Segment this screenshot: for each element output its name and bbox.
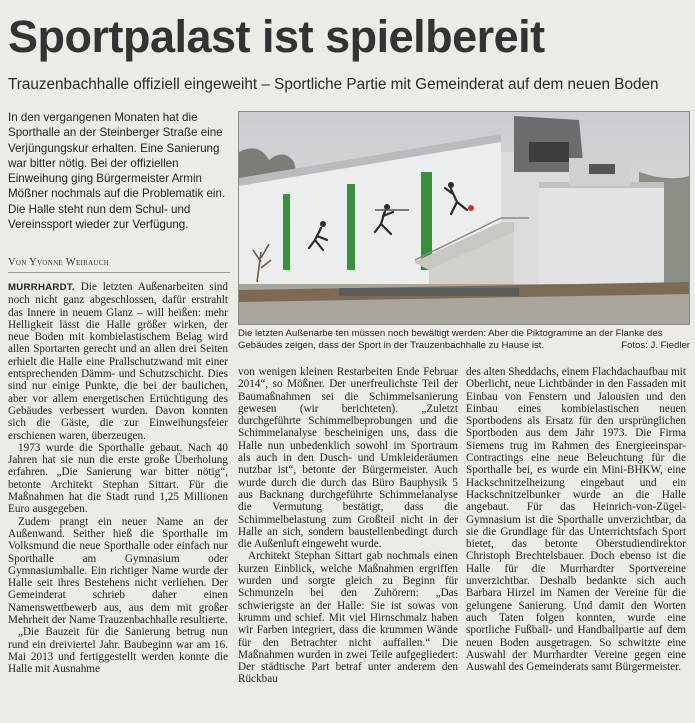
article-column-1 [8,281,228,676]
dateline: MURRHARDT. [8,282,75,293]
headline: Sportpalast ist spielbereit [8,11,545,62]
caption-text: Die letzten Außenarbe ten müssen noch bewältigt werden: Aber die Piktogramme an der Flanke des Gebäudes zeigen, dass der Sport in der Trauzenbachhalle zu Hause ist. [238,328,663,351]
body-paragraph: Architekt Stephan Sittart gab nochmals einen kurzen Einblick, welche Maßnahmen ergriffen wurden und sorgte gleich zu Beginn für Schmunzeln bei den Zuhörern: „Das schwierigste an der Halle: Sie ist sowas von krumm und schief. Mit viel Hirnschmalz haben wir Farben integriert, dass die krummen Wände für den Betrachter nicht auffallen.“ Die Maßnahmen wurden in zwei Teile aufgegliedert: Der städtische Part betraf unter anderem den Rückbau [238,550,458,686]
article-photo [238,111,690,325]
body-paragraph: „Die Bauzeit für die Sanierung betrug nun rund ein dreiviertel Jahr. Baubeginn war am 16. Mai 2013 und fertiggestellt werden konnte die Halle mit Ausnahme [8,626,228,676]
article-column-3 [466,366,686,673]
byline: Von Yvonne Weirauch [8,257,230,273]
article-column-2 [238,366,458,686]
photo-credit: Fotos: J. Fiedler [621,340,690,351]
body-paragraph: MURRHARDT. Die letzten Außenarbeiten sind noch nicht ganz abgeschlossen, dafür erstrahlt das Innere in neuem Glanz – will heißen: mehr Helligkeit lässt die Halle größer wirken, der neue Boden mit kombielastischem Belag wird allen Sportarten gerecht und an allen drei Seiten erhielt die Halle eine Prallschutzwand mit einer entsprechenden Dämm- und Schutzschicht. Dies sind nur einige Punkte, die bei der baulichen, aber vor allem energetischen Ertüchtigung des Gebäudes verbessert wurden. Davon konnten sich die Gäste, die zur Einweihungsfeier erschienen waren, überzeugen. [8,281,228,442]
sports-hall-illustration [239,112,689,324]
body-paragraph: 1973 wurde die Sporthalle gebaut. Nach 40 Jahren hat sie nun die erste große Überholung erfahren. „Die Sanierung war bitter nötig“, betonte Architekt Stephan Sittart. Für die Maßnahmen hat die Stadt rund 1,25 Millionen Euro ausgegeben. [8,441,228,516]
body-paragraph: des alten Sheddachs, einem Flachdachaufbau mit Oberlicht, neue Lichtbänder in den Fassaden mit Einbau von Fenstern und Jalousien und den Einbau eines kombielastischen neuen Sportbodens als Ersatz für den ursprünglichen Sportboden aus dem Jahr 1973. Die Firma Siemens trug im Rahmen des Energieeinspar-Contractings eine neue Beleuchtung für die Sporthalle bei, es wurde ein Mini-BHKW, eine Hackschnitzelheizung eingebaut und ein Hackschnitzelbunker wurde an die Halle angebaut. Für das Heinrich-von-Zügel-Gymnasium ist die Sporthalle unverzichtbar, da sie die Grundlage für das Unterrichtsfach Sport bietet, das betonte Oberstudiendirektor Christoph Brechtelsbauer. Doch ebenso ist die Halle für die Murrhardter Sportvereine unverzichtbar. Deshalb bedankte sich auch Barbara Hirzel im Namen der Vereine für die gelungene Sanierung. Und damit den Worten auch Taten folgen konnten, wurde eine sportliche Fußball- und Handballpartie auf dem neuen Boden ausgetragen. So schwitzte eine Auswahl der Murrhardter Vereine gegen eine Auswahl des Gemeinderats samt Bürgermeister. [466,366,686,674]
lead-paragraph: In den vergangenen Monaten hat die Sporthalle an der Steinberger Straße eine Verjüngungskur erhalten. Eine Sanierung war bitter nötig. Bei der offiziellen Einweihung ging Bürgermeister Armin Mößner nochmals auf die Problematik ein. Die Halle steht nun dem Schul- und Vereinssport wieder zur Verfügung. [8,111,226,232]
subheadline: Trauzenbachhalle offiziell eingeweiht – Sportliche Partie mit Gemeinderat auf dem neuen Boden [8,76,659,93]
body-paragraph: Zudem prangt ein neuer Name an der Außenwand. Seither hieß die Sporthalle im Volksmund die neue Sporthalle oder einfach nur Sporthalle am Gymnasium oder Gymnasiumhalle. Ein richtiger Name wurde der Halle seit ihres Bestehens nicht verliehen. Der Gemeinderat schrieb daher einen Namenswettbewerb aus, aus dem mit großer Mehrheit der Name Trauzenbachhalle resultierte. [8,515,228,627]
body-paragraph: von wenigen kleinen Restarbeiten Ende Februar 2014“, so Mößner. Der unerfreulichste Teil der Baumaßnahmen sei die Schimmelsanierung gewesen (wir berichteten). „Zuletzt durchgeführte Schimmelbeprobungen und die Schimmelanalyse bescheinigen uns, dass die Halle nun unbedenklich sowohl im Sportraum als auch in den Dusch- und Umkleideräumen nutzbar ist“, betonte der Bürgermeister. Auch wurde durch die durch das Büro Bauphysik 5 aus Backnang durchgeführte Schimmelanalyse die Vermutung bestätigt, dass die Schimmelbelastung zum Großteil nicht in der Halle an sich, sondern baustellenbedingt durch die Außenluft eingeweht wurde. [238,366,458,551]
photo-caption [238,328,690,352]
